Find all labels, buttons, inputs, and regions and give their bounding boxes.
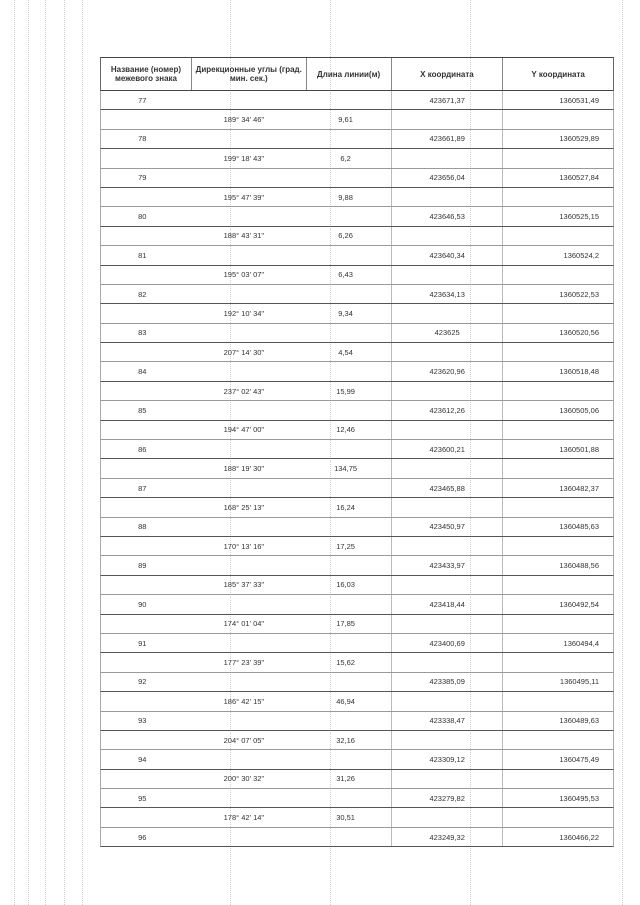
- table-row: [100, 712, 614, 731]
- header-angle: Дирекционные углы (град. мин. сек.): [192, 58, 307, 90]
- cell-length: 4,54: [338, 347, 353, 357]
- cell-angle: [192, 207, 307, 225]
- cell-length: [306, 595, 391, 613]
- cell-length: [306, 673, 391, 691]
- cell-angle: [192, 362, 307, 380]
- cell-y: [502, 149, 613, 167]
- table-row: [100, 227, 614, 246]
- cell-angle: 170° 13' 16": [223, 541, 265, 551]
- cell-length: 15,99: [336, 386, 355, 396]
- cell-angle: [192, 789, 307, 807]
- table-row: [100, 382, 614, 401]
- cell-y: [502, 731, 613, 749]
- table-row: [100, 343, 614, 362]
- cell-x: [391, 808, 503, 826]
- cell-length: [306, 634, 391, 652]
- cell-y: 1360482,37: [502, 479, 613, 497]
- table-row: [100, 731, 614, 750]
- cell-y: 1360488,56: [502, 556, 613, 574]
- cell-x: [391, 498, 503, 516]
- cell-y: 1360495,11: [502, 673, 613, 691]
- cell-x: 423671,37: [391, 91, 503, 109]
- cell-length: 9,34: [338, 308, 353, 318]
- cell-name: 85: [138, 405, 147, 415]
- table-row: [100, 304, 614, 323]
- table-row: [100, 285, 614, 304]
- cell-length: 134,75: [334, 464, 358, 474]
- cell-x: [391, 227, 503, 245]
- cell-angle: 188° 43' 31": [223, 231, 265, 241]
- cell-angle: [192, 828, 307, 846]
- cell-length: 32,16: [336, 735, 355, 745]
- cell-name: 84: [138, 367, 147, 377]
- cell-name: 93: [138, 716, 147, 726]
- cell-angle: 188° 19' 30": [223, 464, 265, 474]
- table-row: [100, 828, 614, 847]
- table-row: [100, 91, 614, 110]
- cell-angle: 168° 25' 13": [223, 502, 265, 512]
- cell-name: 86: [138, 444, 147, 454]
- cell-x: [391, 459, 503, 477]
- cell-y: 1360505,06: [502, 401, 613, 419]
- cell-y: 1360492,54: [502, 595, 613, 613]
- cell-length: 16,24: [336, 502, 355, 512]
- coordinates-table: [100, 57, 614, 847]
- table-row: [100, 789, 614, 808]
- cell-angle: 200° 30' 32": [223, 774, 265, 784]
- cell-name: [101, 110, 192, 128]
- cell-x: 423338,47: [391, 712, 503, 730]
- cell-length: 16,03: [336, 580, 355, 590]
- cell-angle: 189° 34' 46": [223, 115, 265, 125]
- cell-x: [391, 382, 503, 400]
- table-row: [100, 692, 614, 711]
- cell-x: [391, 731, 503, 749]
- table-row: [100, 110, 614, 129]
- cell-length: [306, 362, 391, 380]
- cell-x: 423418,44: [391, 595, 503, 613]
- cell-angle: [192, 169, 307, 187]
- cell-name: 79: [138, 173, 147, 183]
- cell-y: [502, 382, 613, 400]
- table-row: [100, 556, 614, 575]
- cell-x: 423385,09: [391, 673, 503, 691]
- cell-length: [306, 401, 391, 419]
- cell-y: [502, 808, 613, 826]
- cell-x: [391, 692, 503, 710]
- table-row: [100, 750, 614, 769]
- cell-angle: [192, 130, 307, 148]
- cell-y: [502, 110, 613, 128]
- table-row: [100, 537, 614, 556]
- cell-length: [306, 324, 391, 342]
- table-row: [100, 770, 614, 789]
- cell-y: [502, 498, 613, 516]
- cell-length: [306, 750, 391, 768]
- cell-name: [101, 808, 192, 826]
- cell-x: 423309,12: [391, 750, 503, 768]
- cell-name: 94: [138, 754, 147, 764]
- cell-x: 423640,34: [391, 246, 503, 264]
- cell-x: [391, 110, 503, 128]
- header-name: Название (номер) межевого знака: [101, 58, 192, 90]
- cell-name: [101, 576, 192, 594]
- cell-name: 90: [138, 599, 147, 609]
- cell-y: [502, 537, 613, 555]
- table-row: [100, 808, 614, 827]
- cell-name: 89: [138, 561, 147, 571]
- cell-name: [101, 653, 192, 671]
- cell-length: [306, 556, 391, 574]
- cell-y: [502, 421, 613, 439]
- cell-x: 423634,13: [391, 285, 503, 303]
- cell-x: 423646,53: [391, 207, 503, 225]
- cell-angle: [192, 595, 307, 613]
- cell-x: [391, 343, 503, 361]
- cell-length: 17,85: [336, 619, 355, 629]
- cell-name: 81: [138, 250, 147, 260]
- cell-y: 1360466,22: [502, 828, 613, 846]
- cell-angle: [192, 91, 307, 109]
- cell-x: 423620,96: [391, 362, 503, 380]
- cell-length: [306, 207, 391, 225]
- cell-name: 83: [138, 328, 147, 338]
- cell-angle: 207° 14' 30": [223, 347, 265, 357]
- cell-y: [502, 653, 613, 671]
- cell-angle: 177° 23' 39": [223, 658, 265, 668]
- cell-name: [101, 188, 192, 206]
- cell-name: 82: [138, 289, 147, 299]
- cell-y: [502, 459, 613, 477]
- cell-angle: [192, 556, 307, 574]
- cell-y: [502, 188, 613, 206]
- cell-name: [101, 731, 192, 749]
- cell-length: [306, 712, 391, 730]
- cell-length: 6,26: [338, 231, 353, 241]
- cell-angle: [192, 634, 307, 652]
- cell-x: 423625: [391, 324, 503, 342]
- cell-angle: [192, 440, 307, 458]
- table-row: [100, 149, 614, 168]
- cell-x: [391, 576, 503, 594]
- cell-x: 423600,21: [391, 440, 503, 458]
- cell-angle: [192, 285, 307, 303]
- cell-angle: 178° 42' 14": [223, 813, 265, 823]
- cell-name: [101, 149, 192, 167]
- cell-x: 423450,97: [391, 518, 503, 536]
- cell-y: 1360524,2: [502, 246, 613, 264]
- cell-y: 1360485,63: [502, 518, 613, 536]
- cell-y: [502, 227, 613, 245]
- cell-y: [502, 343, 613, 361]
- table-row: [100, 207, 614, 226]
- cell-angle: [192, 401, 307, 419]
- cell-x: [391, 653, 503, 671]
- cell-name: [101, 343, 192, 361]
- header-x: X координата: [392, 58, 504, 90]
- cell-y: 1360489,63: [502, 712, 613, 730]
- table-row: [100, 673, 614, 692]
- cell-length: [306, 789, 391, 807]
- table-row: [100, 440, 614, 459]
- cell-angle: 204° 07' 05": [223, 735, 265, 745]
- cell-name: [101, 227, 192, 245]
- cell-y: 1360522,53: [502, 285, 613, 303]
- cell-y: [502, 576, 613, 594]
- cell-x: [391, 266, 503, 284]
- cell-name: 80: [138, 212, 147, 222]
- cell-y: [502, 692, 613, 710]
- cell-length: [306, 91, 391, 109]
- cell-length: [306, 246, 391, 264]
- table-row: [100, 634, 614, 653]
- table-row: [100, 169, 614, 188]
- cell-angle: 195° 03' 07": [223, 270, 265, 280]
- cell-y: [502, 770, 613, 788]
- cell-angle: 237° 02' 43": [223, 386, 265, 396]
- cell-angle: 192° 10' 34": [223, 308, 265, 318]
- cell-y: 1360531,49: [502, 91, 613, 109]
- table-row: [100, 324, 614, 343]
- cell-length: [306, 169, 391, 187]
- cell-length: [306, 130, 391, 148]
- cell-name: 88: [138, 522, 147, 532]
- cell-length: 46,94: [336, 696, 355, 706]
- cell-angle: 185° 37' 33": [223, 580, 265, 590]
- header-y: Y координата: [531, 69, 585, 79]
- table-row: [100, 362, 614, 381]
- cell-angle: 195° 47' 39": [223, 192, 265, 202]
- cell-name: [101, 498, 192, 516]
- cell-length: [306, 440, 391, 458]
- cell-x: 423465,88: [391, 479, 503, 497]
- cell-x: [391, 188, 503, 206]
- cell-y: [502, 266, 613, 284]
- cell-angle: 199° 18' 43": [223, 153, 265, 163]
- cell-length: 6,2: [340, 153, 351, 163]
- cell-angle: 186° 42' 15": [223, 696, 265, 706]
- cell-x: [391, 304, 503, 322]
- cell-length: 30,51: [336, 813, 355, 823]
- cell-length: 15,62: [336, 658, 355, 668]
- cell-angle: [192, 246, 307, 264]
- cell-x: [391, 149, 503, 167]
- table-row: [100, 130, 614, 149]
- table-row: [100, 266, 614, 285]
- cell-x: 423612,26: [391, 401, 503, 419]
- cell-angle: [192, 324, 307, 342]
- cell-length: [306, 828, 391, 846]
- cell-name: 77: [138, 95, 147, 105]
- cell-angle: 174° 01' 04": [223, 619, 265, 629]
- cell-y: 1360494,4: [502, 634, 613, 652]
- cell-name: [101, 537, 192, 555]
- cell-angle: [192, 479, 307, 497]
- cell-name: [101, 615, 192, 633]
- cell-name: [101, 304, 192, 322]
- cell-length: 31,26: [336, 774, 355, 784]
- cell-name: 92: [138, 677, 147, 687]
- cell-length: 12,46: [336, 425, 355, 435]
- table-row: [100, 576, 614, 595]
- cell-name: 78: [138, 134, 147, 144]
- table-body: [100, 91, 614, 847]
- cell-name: [101, 421, 192, 439]
- cell-x: [391, 421, 503, 439]
- cell-length: [306, 479, 391, 497]
- cell-length: [306, 285, 391, 303]
- cell-x: [391, 770, 503, 788]
- cell-name: 91: [138, 638, 147, 648]
- table-row: [100, 498, 614, 517]
- cell-y: 1360495,53: [502, 789, 613, 807]
- cell-name: 95: [138, 793, 147, 803]
- cell-x: [391, 615, 503, 633]
- table-row: [100, 653, 614, 672]
- cell-y: 1360501,88: [502, 440, 613, 458]
- cell-angle: [192, 712, 307, 730]
- cell-length: 9,88: [338, 192, 353, 202]
- cell-name: [101, 459, 192, 477]
- table-row: [100, 595, 614, 614]
- cell-x: [391, 537, 503, 555]
- cell-y: [502, 615, 613, 633]
- cell-name: [101, 382, 192, 400]
- cell-angle: 194° 47' 00": [223, 425, 265, 435]
- cell-angle: [192, 750, 307, 768]
- table-row: [100, 615, 614, 634]
- cell-x: 423400,69: [391, 634, 503, 652]
- cell-y: 1360520,56: [502, 324, 613, 342]
- table-row: [100, 459, 614, 478]
- cell-name: [101, 692, 192, 710]
- cell-name: 96: [138, 832, 147, 842]
- cell-y: 1360529,89: [502, 130, 613, 148]
- table-header: [100, 57, 614, 91]
- table-row: [100, 246, 614, 265]
- table-row: [100, 188, 614, 207]
- cell-y: 1360475,49: [502, 750, 613, 768]
- cell-name: [101, 266, 192, 284]
- cell-x: 423661,89: [391, 130, 503, 148]
- cell-length: 17,25: [336, 541, 355, 551]
- cell-x: 423656,04: [391, 169, 503, 187]
- cell-name: 87: [138, 483, 147, 493]
- cell-y: 1360525,15: [502, 207, 613, 225]
- table-row: [100, 479, 614, 498]
- header-length: Длина линии(м): [307, 58, 392, 90]
- cell-y: [502, 304, 613, 322]
- cell-angle: [192, 518, 307, 536]
- cell-length: 6,43: [338, 270, 353, 280]
- cell-y: 1360518,48: [502, 362, 613, 380]
- cell-length: 9,61: [338, 115, 353, 125]
- table-row: [100, 421, 614, 440]
- cell-length: [306, 518, 391, 536]
- cell-x: 423279,82: [391, 789, 503, 807]
- cell-x: 423433,97: [391, 556, 503, 574]
- cell-y: 1360527,84: [502, 169, 613, 187]
- cell-angle: [192, 673, 307, 691]
- table-row: [100, 401, 614, 420]
- table-row: [100, 518, 614, 537]
- cell-x: 423249,32: [391, 828, 503, 846]
- cell-name: [101, 770, 192, 788]
